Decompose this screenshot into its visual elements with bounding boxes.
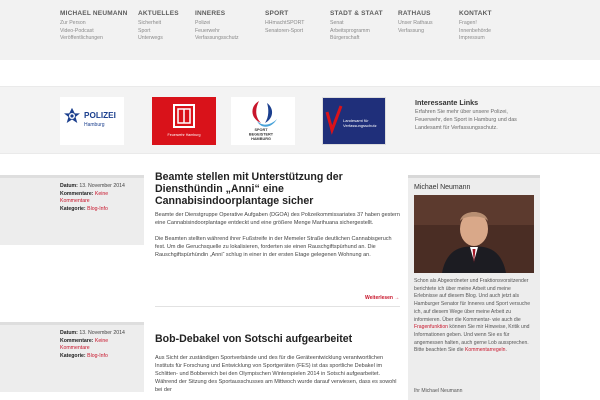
vfs-line2: Verfassungsschutz <box>343 123 377 128</box>
nav-link[interactable]: Senatoren-Sport <box>265 27 304 34</box>
polizei-wordmark: POLIZEI <box>84 111 116 120</box>
author-photo <box>414 195 534 273</box>
post-date: Datum: 13. November 2014 <box>60 183 125 189</box>
nav-column-rathaus <box>398 9 433 35</box>
links-box-title: Interessante Links <box>415 98 479 107</box>
post-comments: Kommentare: Keine Kommentare <box>60 337 109 352</box>
post-divider <box>155 306 400 307</box>
sport-line2: BEGEISTERT <box>248 132 274 137</box>
nav-link[interactable]: Unser Rathaus <box>398 20 433 26</box>
read-more-link[interactable]: Weiterlesen → <box>365 295 400 301</box>
post-category: Kategorie: Blog-Info <box>60 205 108 212</box>
nav-link[interactable]: Veröffentlichungen <box>60 35 103 42</box>
post-comments: Kommentare: Keine Kommentare <box>60 190 109 205</box>
comments-link[interactable]: Keine Kommentare <box>60 190 109 205</box>
post-title[interactable]: Bob-Debakel von Sotschi aufgearbeitet <box>155 333 353 345</box>
nav-column-michael-neumann <box>60 9 128 43</box>
comment-rules-link[interactable]: Kommentarregeln <box>464 347 506 354</box>
verfassungsschutz-logo[interactable] <box>322 97 386 145</box>
questions-link[interactable]: Fragenfunktion <box>414 324 448 331</box>
post-category: Kategorie: Blog-Info <box>60 352 108 359</box>
links-box-text: Erfahren Sie mehr über unsere Polizei, Feuerwehr, den Sport in Hamburg und das Landesamt für Verfassungsschutz. <box>415 109 517 131</box>
nav-column-inneres <box>195 9 239 43</box>
post-body <box>155 354 400 400</box>
nav-link[interactable]: Video-Podcast <box>60 27 94 34</box>
nav-link[interactable]: Verfassungsschutz <box>195 35 239 42</box>
nav-heading[interactable]: INNERES <box>195 10 226 17</box>
nav-heading[interactable]: KONTAKT <box>459 10 492 17</box>
post-title[interactable]: Beamte stellen mit Unterstützung der Diensthündin „Anni“ eine Cannabisindoorplantage sicher <box>155 171 343 207</box>
nav-link[interactable]: Arbeitsprogramm <box>330 27 370 34</box>
nav-heading[interactable]: STADT & STAAT <box>330 10 383 17</box>
nav-heading[interactable]: AKTUELLES <box>138 10 179 17</box>
sport-begeistert-hamburg-logo[interactable] <box>231 97 295 145</box>
nav-column-kontakt <box>459 9 492 43</box>
nav-link[interactable]: Feuerwehr <box>195 27 220 34</box>
sport-line3: HAMBURG <box>251 137 271 141</box>
nav-link[interactable]: Unterwegs <box>138 35 163 42</box>
nav-column-sport <box>265 9 304 35</box>
top-navigation <box>0 0 600 60</box>
comments-link[interactable]: Keine Kommentare <box>60 337 109 352</box>
post-date: Datum: 13. November 2014 <box>60 330 125 336</box>
polizei-hamburg-logo[interactable] <box>60 97 124 145</box>
post-paragraph: Die Beamten stellten während ihrer Fußstreife in der Memeler Straße deutlichen Cannabisgeruch fest. Um die Geruchsquelle zu lokalisieren, forderten sie einen Rauschgiftspürhund an. Die Rauschgiftspürhündin „Anni“ schlug in einer in der ersten Etage gelegenen Wohnung an. <box>155 236 392 259</box>
nav-link[interactable]: Zur Person <box>60 20 86 26</box>
nav-column-aktuelles <box>138 9 179 43</box>
post-paragraph: Aus Sicht der zuständigen Sportverbände und des für die Geräteentwicklung verantwortlichen Instituts für Forschung und Entwicklung von Sportgeräten (FES) ist das sportliche Debakel im Schlitten- und Bobbereich bei den Olympischen Winterspielen 2014 in Sotschi aufgearbeitet. Während der Sitzung des Sportausschusses am Mittwoch wurde darauf verwiesen, dass es sowohl bei der <box>155 355 397 394</box>
nav-link[interactable]: Sport <box>138 27 151 34</box>
feuerwehr-emblem-icon <box>174 105 194 127</box>
category-link[interactable]: Blog-Info <box>87 205 108 212</box>
sidebar-title: Michael Neumann <box>414 184 471 191</box>
nav-heading[interactable]: SPORT <box>265 10 289 17</box>
category-link[interactable]: Blog-Info <box>87 352 108 359</box>
nav-link[interactable]: Fragen! <box>459 20 477 26</box>
nav-heading[interactable]: RATHAUS <box>398 10 431 17</box>
nav-column-stadt-staat <box>330 9 383 43</box>
post-paragraph: Beamte der Dienstgruppe Operative Aufgaben (DGOA) des Polizeikommissariates 37 haben gestern eine Cannabisindoorplantage entdeckt und eine größere Menge Marihuana sichergestellt. <box>155 212 400 227</box>
nav-link[interactable]: HHmachtSPORT <box>265 20 305 26</box>
nav-heading[interactable]: MICHAEL NEUMANN <box>60 10 128 17</box>
nav-link[interactable]: Senat <box>330 20 344 26</box>
polizei-city: Hamburg <box>84 122 105 128</box>
nav-link[interactable]: Polizei <box>195 20 211 26</box>
sidebar-signature: Ihr Michael Neumann <box>414 388 463 394</box>
nav-link[interactable]: Verfassung <box>398 27 424 34</box>
sport-line1: SPORT <box>254 128 268 132</box>
nav-link[interactable]: Sicherheit <box>138 20 162 26</box>
feuerwehr-hamburg-logo[interactable] <box>152 97 216 145</box>
sidebar-text: Schon als Abgeordneter und Fraktionsvorsitzender berichtete ich über meine Arbeit und meine Erlebnisse auf diesem Blog. Und auch jetzt als Hamburger Senator für Inneres und Sport versuche ich, auf diesem Wege über meine Arbeit zu informieren. Über die Kommentar- wie auch die Fragenfunktion können Sie mir Hinweise, Kritik und Informationen geben. Und wenn Sie es für angemessen halten, auch gerne Lob aussprechen. Bitte beachten Sie die Kommentarregeln. <box>414 278 531 354</box>
sport-swoosh-icon <box>252 101 277 127</box>
feuerwehr-caption: Feuerwehr Hamburg <box>167 133 201 137</box>
post-meta <box>0 322 144 392</box>
vfs-line1: Landesamt für <box>343 118 369 123</box>
post-body <box>155 211 400 267</box>
police-star-icon <box>63 107 81 124</box>
author-sidebar <box>408 175 540 400</box>
nav-link[interactable]: Bürgerschaft <box>330 35 360 42</box>
post-meta <box>0 175 144 245</box>
nav-link[interactable]: Impressum <box>459 35 485 42</box>
nav-link[interactable]: Innenbehörde <box>459 27 492 34</box>
